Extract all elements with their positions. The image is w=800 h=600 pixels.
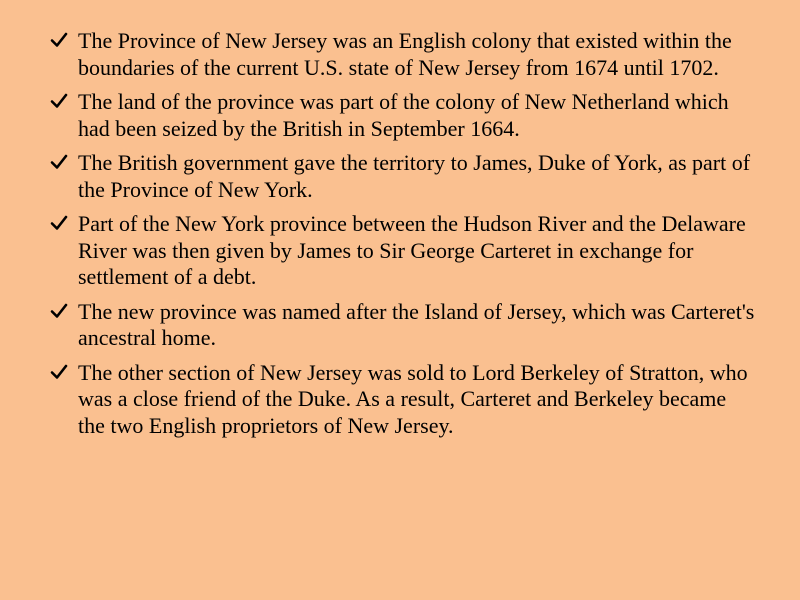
bullet-item <box>50 360 756 440</box>
bullet-text: The new province was named after the Island of Jersey, which was Carteret's ancestral home. <box>78 298 755 350</box>
bullet-text: The Province of New Jersey was an English colony that existed within the boundaries of the current U.S. state of New Jersey from 1674 until 1702. <box>78 28 732 80</box>
checkmark-icon <box>50 302 68 320</box>
bullet-text: The British government gave the territory to James, Duke of York, as part of the Province of New York. <box>78 150 751 202</box>
checkmark-icon <box>50 31 68 49</box>
bullet-item <box>50 211 756 291</box>
checkmark-icon <box>50 92 68 110</box>
bullet-text: The other section of New Jersey was sold to Lord Berkeley of Stratton, who was a close friend of the Duke. As a result, Carteret and Berkeley became the two English proprietors of New Jersey. <box>78 359 748 438</box>
checkmark-icon <box>50 214 68 232</box>
bullet-text: The land of the province was part of the colony of New Netherland which had been seized by the British in September 1664. <box>78 89 729 141</box>
checkmark-icon <box>50 363 68 381</box>
bullet-list <box>50 28 756 439</box>
bullet-item <box>50 299 756 352</box>
bullet-item <box>50 150 756 203</box>
bullet-item <box>50 28 756 81</box>
checkmark-icon <box>50 153 68 171</box>
bullet-item <box>50 89 756 142</box>
bullet-text: Part of the New York province between the Hudson River and the Delaware River was then given by James to Sir George Carteret in exchange for settlement of a debt. <box>78 211 746 289</box>
